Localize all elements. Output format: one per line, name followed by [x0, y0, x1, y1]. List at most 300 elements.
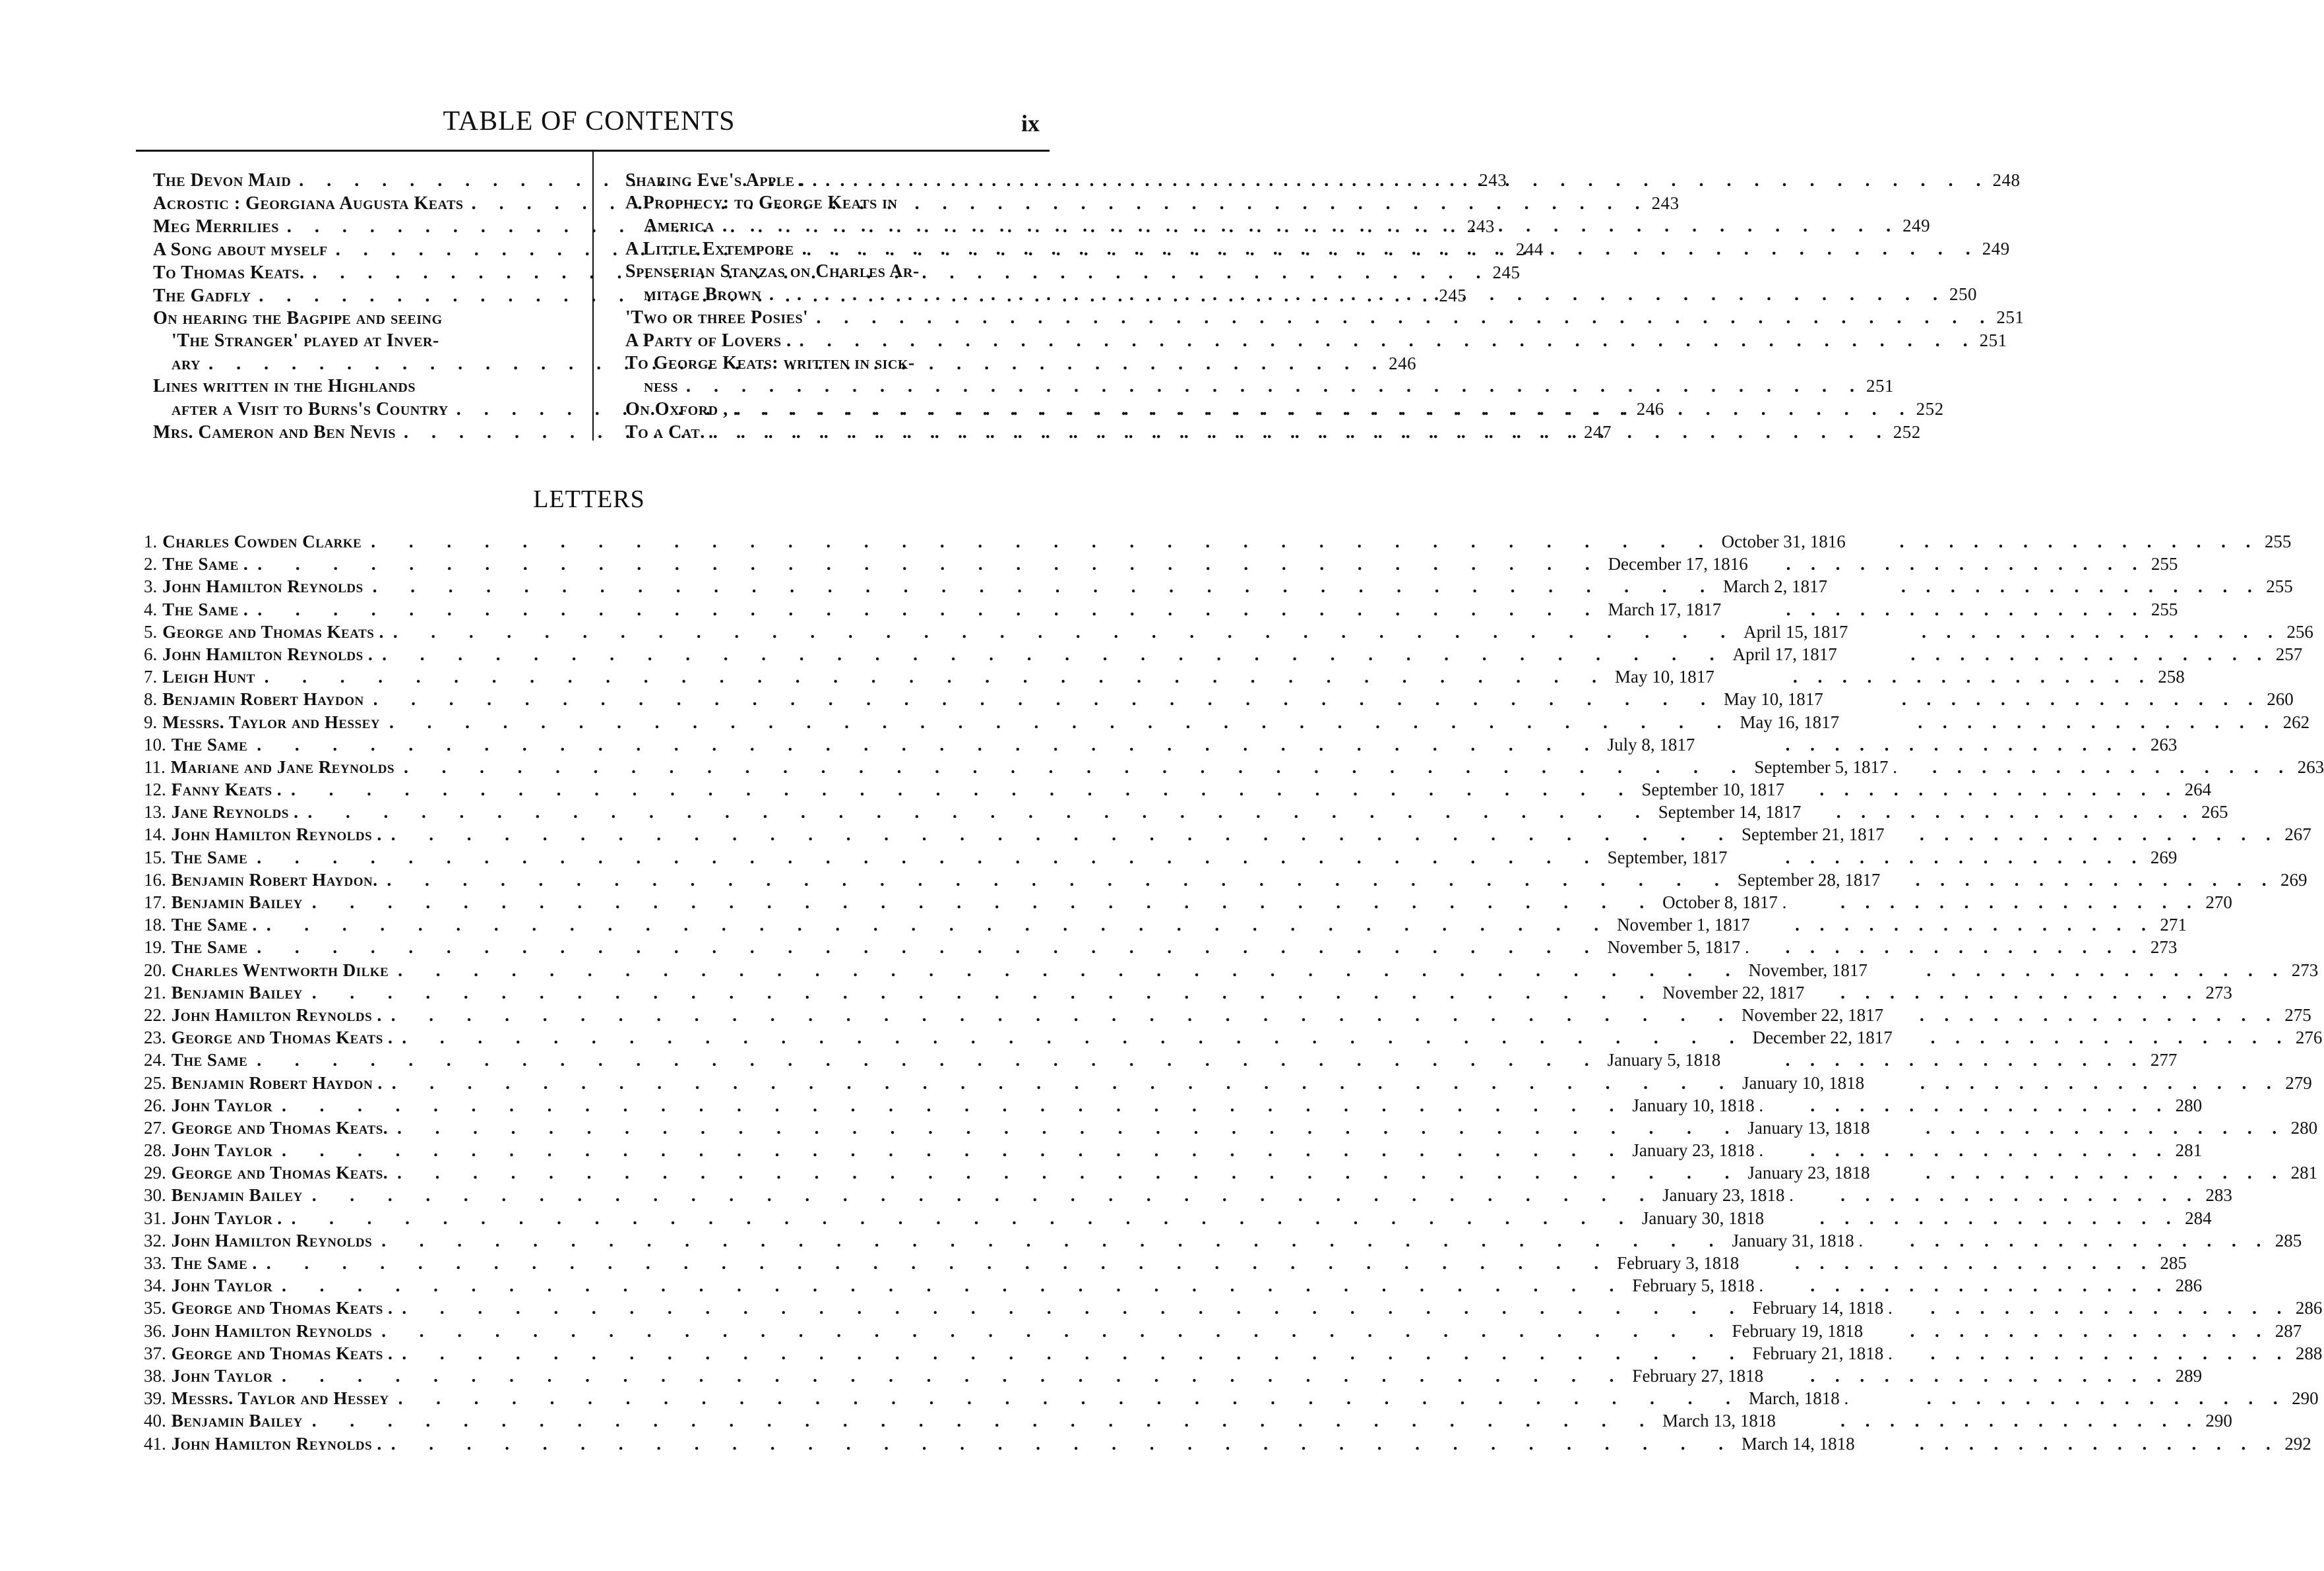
letter-number: 36. — [144, 1320, 166, 1341]
letter-number: 8. — [144, 689, 158, 710]
toc-entry-page: 246 — [1636, 399, 1664, 419]
leader-dots — [1931, 1343, 2290, 1364]
leader-dots — [382, 1434, 1738, 1454]
letter-page: 285 — [2160, 1253, 2187, 1273]
leader-dots — [1920, 824, 2278, 845]
letter-row — [144, 756, 2324, 780]
letter-date-block — [1749, 1343, 2323, 1364]
toc-entry-title: Acrostic : Georgiana Augusta Keats — [153, 193, 464, 214]
letter-number: 10. — [144, 734, 166, 755]
leader-dots — [389, 1388, 1745, 1409]
leader-dots — [1931, 1028, 2290, 1048]
letter-page: 255 — [2264, 532, 2292, 551]
letter-number: 30. — [144, 1185, 166, 1206]
letter-number: 37. — [144, 1343, 166, 1363]
leader-dots — [1922, 622, 2280, 642]
leader-dots — [248, 554, 1604, 574]
letter-date-block — [1637, 780, 2212, 800]
leader-dots — [794, 238, 1980, 261]
letter-date-block — [1740, 621, 2313, 642]
letter-row — [144, 644, 2303, 667]
toc-entry — [625, 329, 2007, 352]
leader-dots — [247, 735, 1603, 755]
leader-dots — [389, 960, 1744, 981]
letter-page: 273 — [2150, 937, 2178, 958]
letter-number: 41. — [144, 1433, 166, 1454]
leader-dots — [282, 1208, 1638, 1229]
letter-date-block — [1628, 1140, 2203, 1161]
leader-dots — [1786, 1050, 2145, 1070]
leader-dots — [372, 1231, 1728, 1251]
letter-page: 267 — [2284, 824, 2311, 845]
letter-page: 283 — [2205, 1185, 2232, 1206]
letter-recipient: Mariane and Jane Reynolds — [170, 756, 395, 777]
letter-number: 28. — [144, 1140, 166, 1161]
leader-dots — [1900, 532, 2259, 552]
leader-dots — [1931, 1298, 2290, 1318]
toc-entry-line — [153, 330, 579, 352]
letter-page: 281 — [2290, 1163, 2318, 1183]
letter-recipient: George and Thomas Keats . — [162, 621, 384, 642]
toc-entry-line — [153, 307, 579, 330]
letter-row — [144, 1230, 2302, 1253]
letter-row — [144, 824, 2311, 847]
letter-page: 287 — [2275, 1320, 2302, 1341]
leader-dots — [1926, 1118, 2284, 1138]
leader-dots — [272, 1366, 1628, 1386]
letter-row — [144, 1050, 2178, 1072]
letter-number: 3. — [144, 576, 158, 597]
letter-page: 292 — [2284, 1433, 2311, 1454]
letter-date: March, 1818 . — [1748, 1388, 1849, 1409]
letter-page: 286 — [2175, 1276, 2203, 1296]
letter-date: January 23, 1818 . — [1632, 1140, 1764, 1161]
leader-dots — [247, 937, 1603, 958]
letter-recipient: John Taylor — [171, 1276, 273, 1296]
letter-page: 277 — [2150, 1050, 2178, 1070]
letter-date: January 30, 1818 — [1641, 1208, 1765, 1228]
letter-page: 281 — [2175, 1140, 2203, 1161]
letter-date: February 14, 1818 . — [1752, 1298, 1893, 1318]
letter-number: 18. — [144, 915, 166, 935]
letter-date: April 15, 1817 — [1743, 621, 1848, 642]
letter-recipient: Benjamin Robert Haydon. — [171, 869, 378, 890]
leader-dots — [1916, 870, 2275, 890]
letter-date-block — [1658, 1185, 2232, 1206]
letter-row — [144, 1276, 2203, 1298]
letter-date: October 8, 1817 . — [1662, 892, 1787, 912]
letter-date: October 31, 1816 — [1721, 532, 1846, 551]
letter-page: 285 — [2275, 1230, 2302, 1250]
letter-date: January 31, 1818 . — [1732, 1230, 1864, 1250]
leader-dots — [247, 847, 1603, 868]
leader-dots — [255, 667, 1611, 687]
letter-page: 263 — [2297, 756, 2324, 777]
leader-dots — [383, 1073, 1738, 1094]
letter-recipient: John Hamilton Reynolds — [171, 1320, 373, 1341]
toc-entry-page: 250 — [1949, 284, 1977, 304]
letter-page: 280 — [2175, 1095, 2203, 1115]
letter-number: 4. — [144, 599, 158, 619]
letter-recipient: The Same . — [162, 599, 249, 619]
toc-entry-page: 243 — [1651, 193, 1680, 213]
letter-row — [144, 1095, 2203, 1118]
letter-date-block — [1745, 960, 2319, 981]
letter-recipient: Benjamin Robert Haydon — [162, 689, 364, 710]
letter-date: December 17, 1816 — [1608, 554, 1748, 574]
letter-date-block — [1613, 915, 2187, 935]
letter-number: 22. — [144, 1004, 166, 1025]
letter-number: 14. — [144, 824, 166, 845]
letter-recipient: The Same — [171, 734, 248, 755]
toc-entry-page: 251 — [1979, 330, 2007, 350]
letter-row — [144, 937, 2178, 960]
letter-date: November 22, 1817 — [1662, 982, 1805, 1002]
toc-entry-line — [625, 192, 1046, 214]
toc-entry-title: The Gadfly — [153, 286, 251, 306]
leader-dots — [373, 644, 1728, 665]
letter-recipient: Messrs. Taylor and Hessey — [162, 712, 381, 732]
letter-number: 29. — [144, 1163, 166, 1183]
toc-entry-title: Lines written in the Highlands — [153, 376, 416, 396]
letter-row — [144, 1163, 2318, 1185]
letter-date: September, 1817 — [1607, 847, 1728, 867]
letter-date-block — [1604, 554, 2178, 574]
letter-recipient: The Same . — [171, 915, 257, 935]
leader-dots — [1810, 1276, 2169, 1296]
letter-number: 12. — [144, 780, 166, 800]
leader-dots — [705, 421, 1891, 444]
letter-date: December 22, 1817 — [1752, 1028, 1893, 1048]
letter-date-block — [1654, 802, 2228, 822]
letter-recipient: John Hamilton Reynolds . — [171, 1433, 382, 1454]
letter-recipient: Benjamin Robert Haydon . — [171, 1072, 383, 1093]
letter-recipient: Fanny Keats . — [171, 780, 282, 800]
toc-entry-title: On Oxford , — [625, 399, 728, 419]
letter-date-block — [1604, 599, 2178, 620]
letter-date: January 13, 1818 — [1747, 1117, 1870, 1138]
leader-dots — [380, 712, 1736, 733]
leader-dots — [804, 169, 1990, 192]
letter-recipient: George and Thomas Keats . — [171, 1343, 393, 1363]
leader-dots — [714, 215, 1900, 237]
letter-row — [144, 1004, 2311, 1028]
letter-date: January 10, 1818 — [1742, 1072, 1865, 1093]
letter-number: 11. — [144, 756, 166, 777]
letter-date-block — [1738, 1433, 2311, 1454]
toc-entry-page: 243 — [1479, 170, 1507, 190]
letter-date-block — [1611, 667, 2185, 687]
letters-list — [144, 532, 2324, 1456]
letter-date-block — [1658, 982, 2232, 1003]
letter-page: 280 — [2290, 1117, 2318, 1138]
toc-entry-title: To George Keats: written in sick- — [625, 353, 915, 373]
toc-entry-title: ary — [172, 354, 201, 374]
letter-recipient: Messrs. Taylor and Hessey — [171, 1388, 389, 1409]
letter-number: 39. — [144, 1388, 166, 1409]
letter-page: 289 — [2175, 1365, 2203, 1386]
leader-dots — [1910, 644, 2269, 665]
toc-entry-title: To a Cat. — [625, 422, 705, 443]
leader-dots — [282, 780, 1637, 800]
leader-dots — [364, 689, 1720, 710]
toc-entry-line — [625, 375, 1895, 398]
letter-date-block — [1749, 1028, 2323, 1048]
leader-dots — [1810, 1095, 2169, 1116]
toc-entry-line — [625, 306, 2025, 329]
letter-number: 27. — [144, 1117, 166, 1138]
letter-date-block — [1750, 756, 2324, 778]
toc-entry-page: 245 — [1492, 262, 1521, 282]
letter-recipient: George and Thomas Keats. — [171, 1117, 389, 1138]
letter-row — [144, 532, 2292, 554]
letter-recipient: John Hamilton Reynolds — [171, 1230, 373, 1250]
letter-recipient: Leigh Hunt — [162, 667, 255, 687]
letter-date-block — [1745, 1388, 2319, 1409]
leader-dots — [1786, 600, 2145, 620]
toc-entry-title: America — [644, 216, 715, 236]
toc-entry-title: 'The Stranger' played at Inver- — [172, 330, 439, 351]
letter-row — [144, 1343, 2323, 1366]
letter-page: 275 — [2284, 1004, 2311, 1025]
letter-number: 26. — [144, 1095, 166, 1115]
letter-date-block — [1718, 532, 2292, 552]
toc-entry-line — [153, 375, 579, 398]
letter-date-block — [1749, 1298, 2323, 1318]
leader-dots — [382, 1005, 1738, 1026]
toc-entry-page: 252 — [1916, 399, 1944, 419]
leader-dots — [1840, 983, 2199, 1003]
toc-entry-title: Spenserian Stanzas on Charles Ar- — [625, 261, 920, 282]
toc-entry — [625, 306, 2025, 329]
letter-date-block — [1658, 1411, 2232, 1431]
letter-date-block — [1743, 1163, 2318, 1183]
leader-dots — [1920, 1005, 2278, 1026]
leader-dots — [388, 1163, 1743, 1183]
toc-entry-title: Sharing Eve's Apple . — [625, 170, 805, 191]
leader-dots — [1786, 735, 2145, 755]
letter-date-block — [1628, 1276, 2203, 1296]
letter-date: February 21, 1818 . — [1752, 1343, 1893, 1363]
letter-row — [144, 1208, 2212, 1231]
letter-number: 25. — [144, 1072, 166, 1093]
letter-recipient: John Hamilton Reynolds — [162, 576, 363, 597]
letter-date: May 10, 1817 — [1723, 689, 1823, 710]
leader-dots — [303, 1411, 1658, 1431]
letter-row — [144, 960, 2319, 983]
letter-number: 35. — [144, 1298, 166, 1318]
letter-page: 265 — [2201, 802, 2228, 822]
letter-number: 19. — [144, 937, 166, 958]
letter-row — [144, 780, 2212, 802]
letter-date: July 8, 1817 — [1607, 734, 1695, 755]
letter-number: 32. — [144, 1230, 166, 1250]
leader-dots — [1901, 576, 2260, 597]
letter-page: 262 — [2282, 712, 2310, 732]
letter-number: 5. — [144, 621, 158, 642]
letter-number: 6. — [144, 644, 158, 664]
letter-number: 38. — [144, 1365, 166, 1386]
leader-dots — [393, 1028, 1748, 1048]
leader-dots — [1810, 1366, 2169, 1386]
letter-row — [144, 1072, 2312, 1095]
toc-entry-page: 247 — [1584, 422, 1612, 442]
letter-date: November 5, 1817 . — [1607, 937, 1749, 958]
letter-page: 276 — [2295, 1028, 2323, 1048]
leader-dots — [678, 375, 1864, 398]
toc-entry-title: On hearing the Bagpipe and seeing — [153, 308, 443, 328]
letter-row — [144, 915, 2187, 937]
toc-entry-line — [625, 352, 1046, 375]
letter-row — [144, 712, 2310, 735]
leader-dots — [388, 1118, 1743, 1138]
leader-dots — [761, 284, 1947, 306]
letter-date: November, 1817 — [1748, 960, 1868, 980]
letter-recipient: John Hamilton Reynolds . — [171, 1004, 382, 1025]
letter-date: March 13, 1818 — [1662, 1411, 1776, 1431]
letter-row — [144, 1185, 2232, 1208]
letter-date-block — [1738, 1072, 2312, 1094]
letter-row — [144, 1388, 2319, 1411]
letter-date: February 5, 1818 . — [1632, 1276, 1764, 1296]
leader-dots — [303, 1185, 1658, 1206]
letter-row — [144, 576, 2293, 599]
letter-row — [144, 689, 2294, 712]
letter-number: 34. — [144, 1276, 166, 1296]
letter-page: 256 — [2286, 621, 2313, 642]
toc-entry-title: The Devon Maid — [153, 170, 292, 191]
toc-entry-title: ness — [644, 376, 679, 396]
letter-page: 279 — [2285, 1072, 2312, 1093]
letter-date: September 28, 1817 — [1737, 869, 1881, 890]
letter-recipient: John Taylor — [171, 1140, 273, 1161]
leader-dots — [1786, 554, 2145, 574]
toc-entry-line — [625, 329, 2007, 352]
letter-page: 255 — [2151, 554, 2178, 574]
letter-date: September 14, 1817 — [1658, 802, 1802, 822]
letter-date-block — [1628, 1365, 2203, 1386]
toc-entry-title: mitage Brown — [644, 284, 761, 305]
toc-entry-page: 245 — [1439, 286, 1467, 305]
letter-row — [144, 554, 2178, 576]
letter-page: 263 — [2150, 734, 2178, 755]
letter-recipient: Charles Cowden Clarke — [162, 532, 362, 551]
toc-entry-title: Meg Merrilies — [153, 216, 279, 237]
letter-page: 257 — [2275, 644, 2303, 664]
letters-section-title: LETTERS — [533, 485, 645, 513]
leader-dots — [1820, 1208, 2179, 1229]
letter-page: 284 — [2185, 1208, 2212, 1228]
leader-dots — [394, 757, 1750, 778]
letter-recipient: George and Thomas Keats. — [171, 1163, 389, 1183]
letter-number: 23. — [144, 1028, 166, 1048]
toc-entry-page: 248 — [1992, 170, 2021, 190]
leader-dots — [384, 622, 1740, 642]
leader-dots — [1920, 1073, 2279, 1094]
letter-date-block — [1728, 1320, 2302, 1341]
letter-date-block — [1738, 824, 2311, 845]
letter-number: 9. — [144, 712, 158, 732]
toc-entry-title: Mrs. Cameron and Ben Nevis — [153, 422, 396, 443]
leader-dots — [1840, 892, 2199, 913]
letter-date: January 10, 1818 . — [1632, 1095, 1764, 1115]
letter-number: 24. — [144, 1050, 166, 1070]
letter-row — [144, 1411, 2232, 1433]
leader-dots — [361, 532, 1717, 552]
letter-recipient: Benjamin Bailey — [171, 1411, 303, 1431]
letter-number: 33. — [144, 1253, 166, 1273]
letter-row — [144, 869, 2308, 892]
toc-entry-page: 249 — [1982, 239, 2010, 259]
letter-recipient: Jane Reynolds . — [171, 802, 299, 822]
toc-entry-page: 246 — [1389, 354, 1417, 373]
letter-date-block — [1604, 847, 2178, 868]
letter-date: February 19, 1818 — [1732, 1320, 1864, 1341]
letter-row — [144, 1433, 2311, 1456]
toc-entry-title: A Little Extempore — [625, 239, 794, 259]
toc-entry-title: A Prophecy: to George Keats in — [625, 193, 898, 213]
letter-page: 290 — [2292, 1388, 2319, 1409]
letter-date-block — [1604, 1050, 2178, 1070]
letter-recipient: John Hamilton Reynolds . — [162, 644, 373, 664]
letter-recipient: George and Thomas Keats . — [171, 1028, 393, 1048]
toc-entry-page: 252 — [1893, 422, 1921, 442]
letter-date-block — [1734, 869, 2308, 890]
toc-entry-title: 'Two or three Posies' — [625, 307, 809, 328]
leader-dots — [1786, 937, 2145, 958]
letter-date: September 10, 1817 — [1641, 780, 1785, 800]
letter-recipient: John Taylor — [171, 1095, 273, 1115]
letter-date-block — [1604, 937, 2178, 958]
letter-date-block — [1613, 1253, 2187, 1274]
letter-date-block — [1720, 689, 2294, 710]
letter-date-block — [1604, 734, 2178, 755]
letter-date-block — [1638, 1208, 2212, 1229]
leader-dots — [272, 1276, 1628, 1296]
letter-row — [144, 892, 2232, 915]
letter-date: March 2, 1817 — [1722, 576, 1828, 597]
leader-dots — [1795, 915, 2154, 935]
toc-entry-page: 251 — [1996, 307, 2025, 327]
letter-number: 20. — [144, 960, 166, 980]
letter-page: 264 — [2184, 780, 2212, 800]
letter-recipient: The Same . — [171, 1253, 257, 1273]
leader-dots — [1786, 847, 2145, 868]
letter-date-block — [1719, 576, 2293, 597]
letter-row — [144, 1028, 2323, 1050]
letter-row — [144, 1117, 2318, 1140]
letter-date: March 17, 1817 — [1608, 599, 1722, 619]
leader-dots — [1910, 1231, 2269, 1251]
toc-entry-page: 251 — [1866, 376, 1895, 396]
leader-dots — [1840, 1185, 2199, 1206]
letter-number: 17. — [144, 892, 166, 912]
letter-page: 270 — [2205, 892, 2232, 912]
leader-dots — [1926, 1163, 2284, 1183]
letter-recipient: Benjamin Bailey — [171, 892, 303, 912]
leader-dots — [298, 802, 1654, 822]
letter-page: 288 — [2295, 1343, 2323, 1363]
leader-dots — [272, 1095, 1628, 1116]
toc-entry-page: 249 — [1902, 216, 1931, 235]
letter-row — [144, 621, 2313, 644]
leader-dots — [372, 1321, 1728, 1341]
letter-row — [144, 1298, 2323, 1320]
letter-date-block — [1738, 1004, 2311, 1026]
leader-dots — [1810, 1140, 2169, 1161]
leader-dots — [303, 892, 1658, 913]
toc-entry-page: 243 — [1466, 216, 1495, 236]
